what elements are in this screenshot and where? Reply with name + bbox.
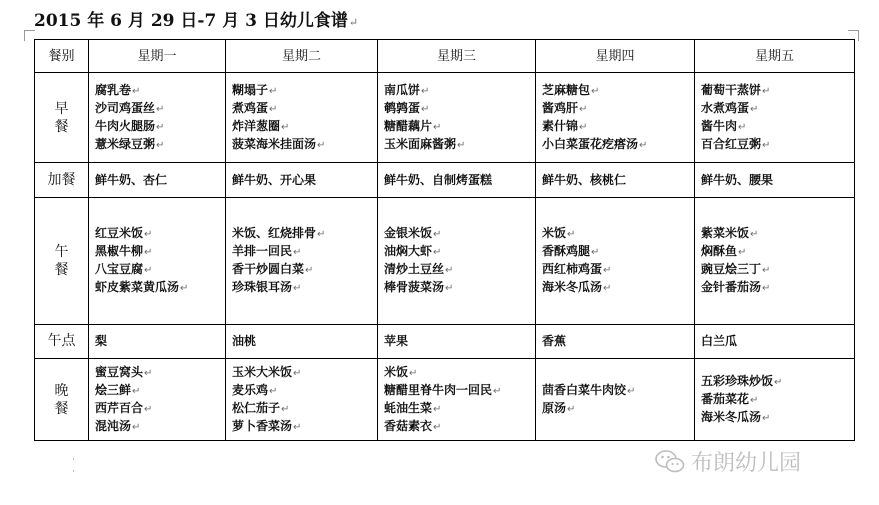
paragraph-mark: ↵ xyxy=(433,421,442,433)
watermark xyxy=(655,446,801,477)
dish-item: 黑椒牛柳↵ xyxy=(95,244,153,258)
dish-item: 西芹百合↵ xyxy=(95,400,153,415)
dish-item: 鲜牛奶、杏仁 xyxy=(95,172,168,187)
paragraph-mark: ↵ xyxy=(750,103,759,115)
paragraph-mark: ↵ xyxy=(293,283,302,294)
paragraph-mark: ↵ xyxy=(132,421,141,433)
paragraph-mark: ↵ xyxy=(144,403,153,415)
paragraph-mark: ↵ xyxy=(603,283,612,294)
dish-item: 西红柿鸡蛋↵ xyxy=(542,262,612,276)
paragraph-mark: ↵ xyxy=(762,139,771,151)
menu-cell xyxy=(378,73,536,163)
paragraph-mark: ↵ xyxy=(591,85,600,97)
paragraph-mark: ↵ xyxy=(457,139,466,151)
menu-cell xyxy=(89,325,226,359)
table-header-row xyxy=(35,40,855,73)
dish-item: 茴香白菜牛肉饺↵ xyxy=(542,382,636,397)
paragraph-mark: ↵ xyxy=(774,376,783,388)
paragraph-mark: ↵ xyxy=(433,121,442,133)
paragraph-mark: ↵ xyxy=(144,367,153,379)
paragraph-mark: ↵ xyxy=(281,403,290,415)
dish-item: 香菇素衣↵ xyxy=(384,418,442,433)
menu-cell xyxy=(378,325,536,359)
dish-item: 番茄菜花↵ xyxy=(701,391,759,406)
menu-cell xyxy=(695,73,855,163)
dish-item: 鲜牛奶、核桃仁 xyxy=(542,172,627,187)
dish-item: 糖醋里脊牛肉一回民↵ xyxy=(384,382,502,397)
meal-label: 午餐 xyxy=(35,198,89,325)
dish-item: 炸洋葱圈↵ xyxy=(232,118,290,133)
menu-cell xyxy=(536,198,695,325)
dish-item: 玉米面麻酱粥↵ xyxy=(384,136,466,151)
table-row xyxy=(35,163,855,198)
menu-cell xyxy=(226,73,378,163)
menu-cell xyxy=(695,359,855,441)
menu-cell xyxy=(536,359,695,441)
dish-item: 棒骨菠菜汤↵ xyxy=(384,280,454,294)
menu-cell xyxy=(695,325,855,359)
weekly-menu-table xyxy=(34,39,855,441)
dish-item: 五彩珍珠炒饭↵ xyxy=(701,373,783,388)
menu-cell xyxy=(89,73,226,163)
dish-item: 芝麻糖包↵ xyxy=(542,82,600,97)
paragraph-mark: ↵ xyxy=(317,229,326,240)
dish-item: 烩三鲜↵ xyxy=(95,382,141,397)
paragraph-mark: ↵ xyxy=(433,229,442,240)
paragraph-mark: ↵ xyxy=(493,385,502,397)
menu-cell xyxy=(378,359,536,441)
paragraph-mark: ↵ xyxy=(738,247,747,258)
dish-item: 鲜牛奶、自制烤蛋糕 xyxy=(384,172,493,187)
dish-item: 海米冬瓜汤↵ xyxy=(542,280,612,294)
paragraph-mark: ↵ xyxy=(144,247,153,258)
paragraph-mark: ↵ xyxy=(750,229,759,240)
paragraph-mark: ↵ xyxy=(132,85,141,97)
dish-item: 南瓜饼↵ xyxy=(384,82,430,97)
dish-item: 酱鸡肝↵ xyxy=(542,100,588,115)
table-row xyxy=(35,198,855,325)
dish-item: 葡萄干蒸饼↵ xyxy=(701,82,771,97)
menu-cell xyxy=(695,198,855,325)
dish-item: 糊塌子↵ xyxy=(232,82,278,97)
paragraph-mark: · xyxy=(72,467,75,477)
menu-cell xyxy=(226,359,378,441)
paragraph-mark: ↵ xyxy=(579,121,588,133)
dish-item: 米饭↵ xyxy=(384,364,418,379)
paragraph-mark: ↵ xyxy=(409,367,418,379)
menu-cell xyxy=(536,325,695,359)
dish-item: 糖醋藕片↵ xyxy=(384,118,442,133)
menu-cell xyxy=(226,198,378,325)
paragraph-mark: ↵ xyxy=(579,103,588,115)
dish-item: 油桃 xyxy=(232,334,257,348)
dish-item: 混沌汤↵ xyxy=(95,418,141,433)
dish-item: 原汤↵ xyxy=(542,400,576,415)
dish-item: 萝卜香菜汤↵ xyxy=(232,418,302,433)
menu-cell xyxy=(89,198,226,325)
dish-item: 米饭、红烧排骨↵ xyxy=(232,226,326,240)
dish-item: 紫菜米饭↵ xyxy=(701,226,759,240)
paragraph-mark: · xyxy=(72,455,75,465)
meal-label: 晚餐 xyxy=(35,359,89,441)
category-header: 餐别 xyxy=(35,40,89,73)
table-row xyxy=(35,325,855,359)
dish-item: 香干炒圆白菜↵ xyxy=(232,262,314,276)
paragraph-mark: ↵ xyxy=(269,103,278,115)
dish-item: 梨 xyxy=(95,334,108,348)
paragraph-mark: ↵ xyxy=(738,121,747,133)
paragraph-mark: ↵ xyxy=(421,103,430,115)
dish-item: 沙司鸡蛋丝↵ xyxy=(95,100,165,115)
dish-item: 薏米绿豆粥↵ xyxy=(95,136,165,151)
dish-item: 水煮鸡蛋↵ xyxy=(701,100,759,115)
paragraph-mark: ↵ xyxy=(591,247,600,258)
paragraph-mark: ↵ xyxy=(567,403,576,415)
paragraph-mark: ↵ xyxy=(180,283,189,294)
paragraph-mark: ↵ xyxy=(762,85,771,97)
menu-cell xyxy=(695,163,855,198)
menu-cell xyxy=(536,73,695,163)
menu-cell xyxy=(89,359,226,441)
watermark-text: 布朗幼儿园 xyxy=(691,451,802,476)
day-header: 星期四 xyxy=(536,40,695,73)
dish-item: 香酥鸡腿↵ xyxy=(542,244,600,258)
dish-item: 清炒土豆丝↵ xyxy=(384,262,454,276)
paragraph-mark: ↵ xyxy=(762,265,771,276)
meal-label: 午点 xyxy=(35,325,89,359)
paragraph-mark: ↵ xyxy=(639,139,648,151)
dish-item: 米饭↵ xyxy=(542,226,576,240)
paragraph-mark: ↵ xyxy=(293,367,302,379)
meal-label: 加餐 xyxy=(35,163,89,198)
menu-title: 2015 年 6 月 29 日-7 月 3 日幼儿食谱↵ xyxy=(34,11,359,31)
dish-item: 香蕉 xyxy=(542,334,567,348)
dish-item: 牛肉火腿肠↵ xyxy=(95,118,165,133)
table-row xyxy=(35,359,855,441)
dish-item: 羊排一回民↵ xyxy=(232,244,302,258)
menu-cell xyxy=(378,163,536,198)
table-row xyxy=(35,73,855,163)
wechat-icon xyxy=(655,449,685,475)
paragraph-mark: ↵ xyxy=(421,85,430,97)
dish-item: 煮鸡蛋↵ xyxy=(232,100,278,115)
dish-item: 金银米饭↵ xyxy=(384,226,442,240)
dish-item: 鲜牛奶、腰果 xyxy=(701,172,774,187)
dish-item: 菠菜海米挂面汤↵ xyxy=(232,136,326,151)
dish-item: 苹果 xyxy=(384,334,409,348)
dish-item: 鲜牛奶、开心果 xyxy=(232,172,317,187)
dish-item: 白兰瓜 xyxy=(701,334,738,348)
paragraph-mark: ↵ xyxy=(281,121,290,133)
day-header: 星期二 xyxy=(226,40,378,73)
paragraph-mark: ↵ xyxy=(305,265,314,276)
dish-item: 鹌鹑蛋↵ xyxy=(384,100,430,115)
paragraph-mark: ↵ xyxy=(269,385,278,397)
menu-cell xyxy=(226,163,378,198)
paragraph-mark: ↵ xyxy=(293,421,302,433)
menu-cell xyxy=(378,198,536,325)
day-header: 星期一 xyxy=(89,40,226,73)
dish-item: 金针番茄汤↵ xyxy=(701,280,771,294)
menu-cell xyxy=(536,163,695,198)
paragraph-mark: ↵ xyxy=(156,121,165,133)
paragraph-mark: ↵ xyxy=(603,265,612,276)
dish-item: 百合红豆粥↵ xyxy=(701,136,771,151)
paragraph-mark: ↵ xyxy=(445,265,454,276)
dish-item: 珍珠银耳汤↵ xyxy=(232,280,302,294)
dish-item: 蚝油生菜↵ xyxy=(384,400,442,415)
dish-item: 豌豆烩三丁↵ xyxy=(701,262,771,276)
paragraph-mark: ↵ xyxy=(762,412,771,424)
paragraph-mark: ↵ xyxy=(762,283,771,294)
paragraph-mark: ↵ xyxy=(317,139,326,151)
paragraph-mark: ↵ xyxy=(348,16,359,29)
dish-item: 焖酥鱼↵ xyxy=(701,244,747,258)
dish-item: 蜜豆窝头↵ xyxy=(95,364,153,379)
dish-item: 小白菜蛋花疙瘩汤↵ xyxy=(542,136,648,151)
dish-item: 素什锦↵ xyxy=(542,118,588,133)
menu-cell xyxy=(89,163,226,198)
paragraph-mark: ↵ xyxy=(144,265,153,276)
paragraph-mark: ↵ xyxy=(433,247,442,258)
dish-item: 麦乐鸡↵ xyxy=(232,382,278,397)
paragraph-mark: ↵ xyxy=(156,103,165,115)
paragraph-mark: ↵ xyxy=(269,85,278,97)
paragraph-mark: ↵ xyxy=(567,229,576,240)
dish-item: 虾皮紫菜黄瓜汤↵ xyxy=(95,280,189,294)
paragraph-mark: ↵ xyxy=(750,394,759,406)
paragraph-mark: ↵ xyxy=(433,403,442,415)
meal-label: 早餐 xyxy=(35,73,89,163)
dish-item: 八宝豆腐↵ xyxy=(95,262,153,276)
day-header: 星期三 xyxy=(378,40,536,73)
paragraph-mark: ↵ xyxy=(627,385,636,397)
dish-item: 海米冬瓜汤↵ xyxy=(701,409,771,424)
dish-item: 松仁茄子↵ xyxy=(232,400,290,415)
dish-item: 玉米大米饭↵ xyxy=(232,364,302,379)
menu-cell xyxy=(226,325,378,359)
day-header: 星期五 xyxy=(695,40,855,73)
dish-item: 酱牛肉↵ xyxy=(701,118,747,133)
paragraph-mark: ↵ xyxy=(156,139,165,151)
paragraph-mark: ↵ xyxy=(293,247,302,258)
paragraph-mark: ↵ xyxy=(132,385,141,397)
dish-item: 油焖大虾↵ xyxy=(384,244,442,258)
paragraph-mark: ↵ xyxy=(144,229,153,240)
paragraph-mark: ↵ xyxy=(445,283,454,294)
dish-item: 红豆米饭↵ xyxy=(95,226,153,240)
dish-item: 腐乳卷↵ xyxy=(95,82,141,97)
